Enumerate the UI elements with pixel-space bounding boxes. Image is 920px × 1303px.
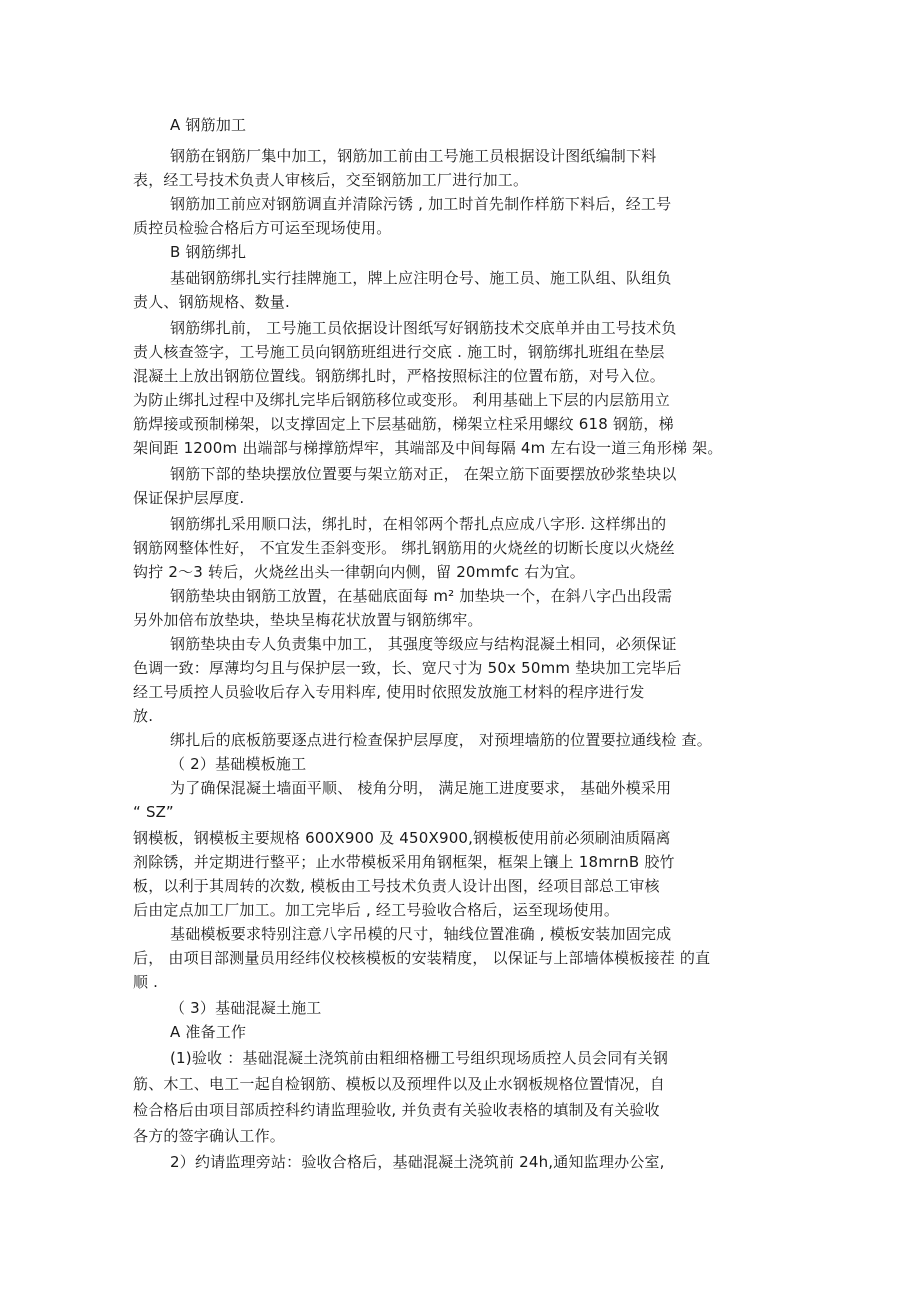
heading-2-foundation-formwork: （ 2）基础模板施工 [170, 755, 307, 773]
text-line: 钢筋垫块由专人负责集中加工， 其强度等级应与结构混凝土相同，必须保证 [170, 635, 677, 653]
text-line: 各方的签字确认工作。 [133, 1127, 286, 1145]
text-line: 放. [133, 707, 154, 725]
text-line: 色调一致：厚薄均匀且与保护层一致，长、宽尺寸为 50x 50mm 垫块加工完毕后 [133, 659, 682, 677]
text-line: 钢模板，钢模板主要规格 600X900 及 450X900,钢模板使用前必须刷油质隔离 [133, 829, 671, 847]
text-line: 钢筋绑扎采用顺口法，绑扎时，在相邻两个帮扎点应成八字形. 这样绑出的 [170, 515, 667, 533]
text-line: 筋焊接或预制梯架，以支撑固定上下层基础筋，梯架立柱采用螺纹 618 钢筋，梯 [133, 415, 674, 433]
text-line: 表，经工号技术负责人审核后，交至钢筋加工厂进行加工。 [133, 171, 529, 189]
text-line: “ SZ” [133, 803, 174, 821]
text-line: 钩拧 2～3 转后，火烧丝出头一律朝向内侧，留 20mmfc 右为宜。 [133, 563, 585, 581]
text-line: 架间距 1200m 出端部与梯撑筋焊牢，其端部及中间每隔 4m 左右设一道三角形梯 架。 [133, 439, 723, 457]
heading-a-preparation: A 准备工作 [170, 1023, 247, 1041]
text-line: 钢筋下部的垫块摆放位置要与架立筋对正， 在架立筋下面要摆放砂浆垫块以 [170, 465, 677, 483]
text-line: 基础模板要求特别注意八字吊模的尺寸，轴线位置准确 , 模板安装加固完成 [170, 925, 672, 943]
text-line: 保证保护层厚度. [133, 489, 245, 507]
text-line: 混凝土上放出钢筋位置线。钢筋绑扎时，严格按照标注的位置布筋，对号入位。 [133, 367, 666, 385]
text-line: 经工号质控人员验收后存入专用料库, 使用时依照发放施工材料的程序进行发 [133, 683, 645, 701]
text-line: 基础钢筋绑扎实行挂牌施工，牌上应注明仓号、施工员、施工队组、队组负 [170, 269, 672, 287]
text-line: 板，以利于其周转的次数, 模板由工号技术负责人设计出图，经项目部总工审核 [133, 877, 660, 895]
text-line: 顺 . [133, 973, 159, 991]
text-line: 钢筋网整体性好， 不宜发生歪斜变形。 绑扎钢筋用的火烧丝的切断长度以火烧丝 [133, 539, 675, 557]
text-line: 为了确保混凝土墙面平顺、 棱角分明， 满足施工进度要求， 基础外模采用 [170, 779, 672, 797]
text-line: 钢筋加工前应对钢筋调直并清除污锈 , 加工时首先制作样筋下料后，经工号 [170, 195, 672, 213]
text-line: 责人核查签字，工号施工员向钢筋班组进行交底 . 施工时，钢筋绑扎班组在垫层 [133, 343, 665, 361]
text-line: 为防止绑扎过程中及绑扎完毕后钢筋移位或变形。 利用基础上下层的内层筋用立 [133, 391, 670, 409]
text-line: 后由定点加工厂加工。加工完毕后 , 经工号验收合格后，运至现场使用。 [133, 901, 620, 919]
text-line: 后， 由项目部测量员用经纬仪校核模板的安装精度， 以保证与上部墙体模板接茬 的直 [133, 949, 711, 967]
text-line: 钢筋垫块由钢筋工放置，在基础底面每 m² 加垫块一个，在斜八字凸出段需 [170, 587, 673, 605]
heading-3-foundation-concrete: （ 3）基础混凝土施工 [170, 999, 322, 1017]
text-line: 钢筋在钢筋厂集中加工，钢筋加工前由工号施工员根据设计图纸编制下料 [170, 147, 657, 165]
heading-a-rebar-processing: A 钢筋加工 [170, 116, 247, 134]
text-line: 质控员检验合格后方可运至现场使用。 [133, 219, 392, 237]
text-line: 筋、木工、电工一起自检钢筋、模板以及预埋件以及止水钢板规格位置情况，自 [133, 1075, 666, 1093]
text-line: 2）约请监理旁站：验收合格后，基础混凝土浇筑前 24h,通知监理办公室, [170, 1153, 665, 1171]
text-line: 另外加倍布放垫块，垫块呈梅花状放置与钢筋绑牢。 [133, 611, 483, 629]
heading-b-rebar-binding: B 钢筋绑扎 [170, 243, 247, 261]
text-line: 绑扎后的底板筋要逐点进行检查保护层厚度， 对预埋墙筋的位置要拉通线检 查。 [170, 731, 712, 749]
text-line: 责人、钢筋规格、数量. [133, 293, 290, 311]
text-line: (1)验收 ：基础混凝土浇筑前由粗细格栅工号组织现场质控人员会同有关钢 [170, 1049, 669, 1067]
text-line: 钢筋绑扎前， 工号施工员依据设计图纸写好钢筋技术交底单并由工号技术负 [170, 319, 677, 337]
text-line: 剂除锈，并定期进行整平；止水带模板采用角钢框架，框架上镶上 18mrnB 胶竹 [133, 853, 675, 871]
text-line: 检合格后由项目部质控科约请监理验收, 并负责有关验收表格的填制及有关验收 [133, 1101, 660, 1119]
